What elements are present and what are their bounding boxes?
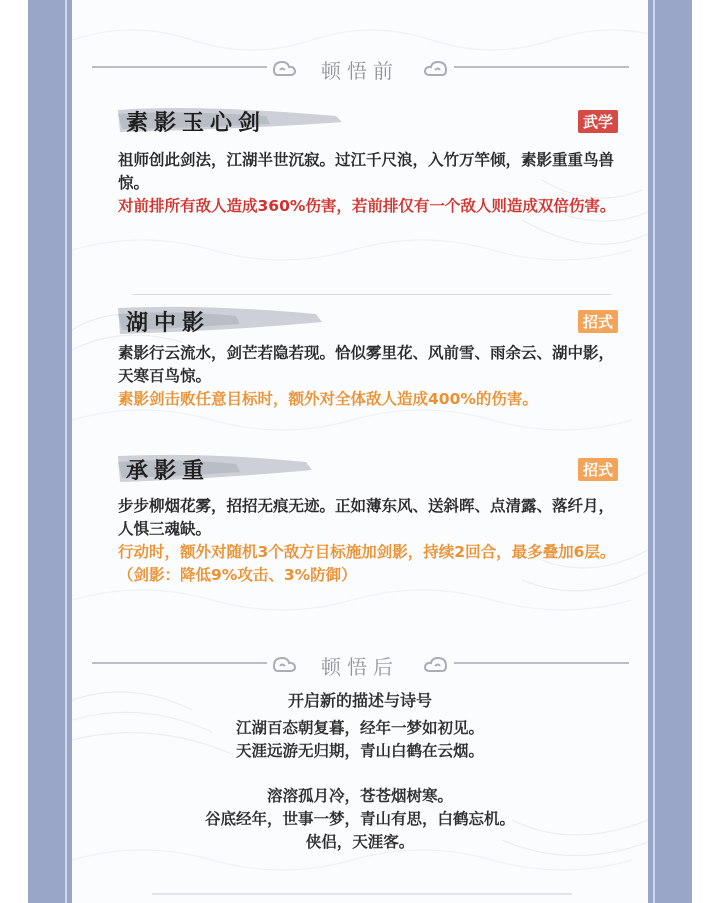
skill-effect: 行动时，额外对随机3个敌方目标施加剑影，持续2回合，最多叠加6层。（剑影：降低9%攻击、3%防御） [118, 543, 616, 584]
poem-line: 江湖百态朝复暮，经年一梦如初见。 [235, 719, 484, 737]
section-separator [132, 294, 612, 295]
divider-line-right [454, 66, 629, 68]
after-heading: 开启新的描述与诗号 [287, 691, 432, 710]
cloud-ornament-icon [422, 652, 450, 674]
divider-after-label: 顿悟后 [321, 655, 399, 679]
skill-name: 湖中影 [126, 310, 211, 336]
cloud-ornament-icon [422, 56, 450, 78]
divider-before [72, 52, 648, 82]
right-frame-border [648, 0, 692, 903]
skill-name: 素影玉心剑 [126, 110, 267, 136]
left-frame-border [28, 0, 72, 903]
skill-description: 素影行云流水，剑芒若隐若现。恰似雾里花、风前雪、雨余云、湖中影，天寒百鸟惊。 [118, 344, 615, 385]
skill-type-badge: 武学 [578, 110, 618, 133]
divider-before-label: 顿悟前 [321, 59, 399, 83]
skill-effect: 素影剑击败任意目标时，额外对全体敌人造成400%的伤害。 [118, 390, 538, 408]
skill-section-1 [116, 102, 626, 252]
content-paper [72, 0, 648, 903]
skill-type-badge: 招式 [578, 458, 618, 481]
skill-description: 步步柳烟花雾，招招无痕无迹。正如薄东风、送斜晖、点清露、落纤月，人惧三魂缺。 [118, 497, 615, 538]
skill-section-2 [116, 302, 626, 412]
bottom-separator [152, 893, 572, 895]
divider-after [72, 648, 648, 678]
skill-type-badge: 招式 [578, 310, 618, 333]
skill-effect: 对前排所有敌人造成360%伤害，若前排仅有一个敌人则造成双倍伤害。 [118, 197, 616, 215]
poem-line: 天涯远游无归期，青山白鹤在云烟。 [235, 742, 484, 760]
skill-description: 祖师创此剑法，江湖半世沉寂。过江千尺浪，入竹万竿倾，素影重重鸟兽惊。 [118, 151, 615, 192]
poem-line: 谷底经年，世事一梦，青山有思，白鹤忘机。 [204, 810, 515, 828]
divider-line-right [454, 662, 629, 664]
skill-section-3 [116, 450, 626, 590]
poem-line: 侠侣，天涯客。 [305, 833, 415, 851]
poem-line: 溶溶孤月冷，苍苍烟树寒。 [266, 787, 453, 805]
skill-name: 承影重 [126, 458, 211, 484]
